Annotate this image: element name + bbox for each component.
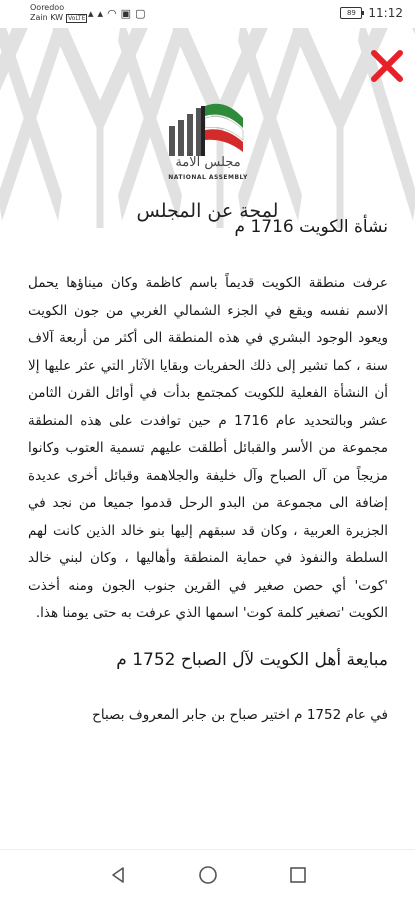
section-title-1: نشأة الكويت 1716 م (234, 217, 388, 237)
clock: 11:12 (368, 6, 403, 20)
battery-level: 89 (346, 9, 356, 17)
section-body-1: عرفت منطقة الكويت قديماً باسم كاظمة وكان ميناؤها يحمل الاسم نفسه ويقع في الجزء الشمالي الغربي من جون الكويت ويعود الوجود البشري في هذه المنطقة الى أكثر من أربعة آلاف سنة ، كما تشير إلى ذلك الحفريات وبقايا الآثار التي عثر عليها إلا أن النشأة الفعلية للكويت كمجتمع بدأت في أوائل القرن الثامن عشر وبالتحديد عام 1716 م حين توافدت على هذه المنطقة مجموعة من الأسر والقبائل أطلقت عليهم تسمية العتوب وكانوا مزيجاً من آل الصباح وآل خليفة والجلاهمة وقبائل أخرى عديدة إضافة الى مجموعة من البدو الرحل قدموا جميعا من نجد في الجزيرة العربية ، وكان قد سبقهم إليها بنو خالد الذين كانت لهم السلطة والنفوذ في حماية المنطقة وأهاليها ، وكان لبني خالد 'كوت' أي حصن صغير في القرين جنوب الجون ومنه أخذت الكويت 'تصغير كلمة كوت' اسمها الذي عرفت به حتى يومنا هذا. (28, 275, 388, 621)
logo-arabic-text: مجلس الأمة (175, 155, 241, 170)
close-icon (374, 53, 400, 79)
battery-icon (340, 7, 362, 19)
back-triangle-icon (110, 866, 126, 884)
wifi-icon: ◠ (107, 7, 117, 20)
signal-icon: ▴ (88, 7, 94, 20)
carrier-top: Ooredoo (30, 3, 65, 12)
section-body-2: في عام 1752 م اختير صباح بن جابر المعروف بصباح (92, 706, 388, 723)
recents-button[interactable] (288, 865, 308, 885)
carrier-info (30, 3, 87, 23)
close-button[interactable] (369, 48, 405, 84)
volte-badge: VoLTE (68, 14, 86, 22)
content-area[interactable] (28, 205, 388, 729)
header (0, 28, 415, 228)
logo-english-text: NATIONAL ASSEMBLY (168, 174, 248, 181)
status-bar (0, 0, 415, 28)
status-right (340, 6, 403, 20)
back-button[interactable] (108, 865, 128, 885)
home-button[interactable] (198, 865, 218, 885)
app-icon: ▢ (135, 7, 146, 20)
recents-square-icon (289, 866, 307, 884)
page-title: لمحة عن المجلس (136, 200, 279, 222)
status-icons (88, 7, 145, 20)
home-circle-icon (198, 865, 218, 885)
signal-icon-2: ▴ (97, 7, 104, 20)
section-title-2: مبايعة أهل الكويت لآل الصباح 1752 م (116, 649, 388, 670)
notification-icon: ▣ (120, 7, 132, 20)
carrier-bottom: Zain KW (30, 13, 64, 22)
navigation-bar (0, 849, 415, 900)
